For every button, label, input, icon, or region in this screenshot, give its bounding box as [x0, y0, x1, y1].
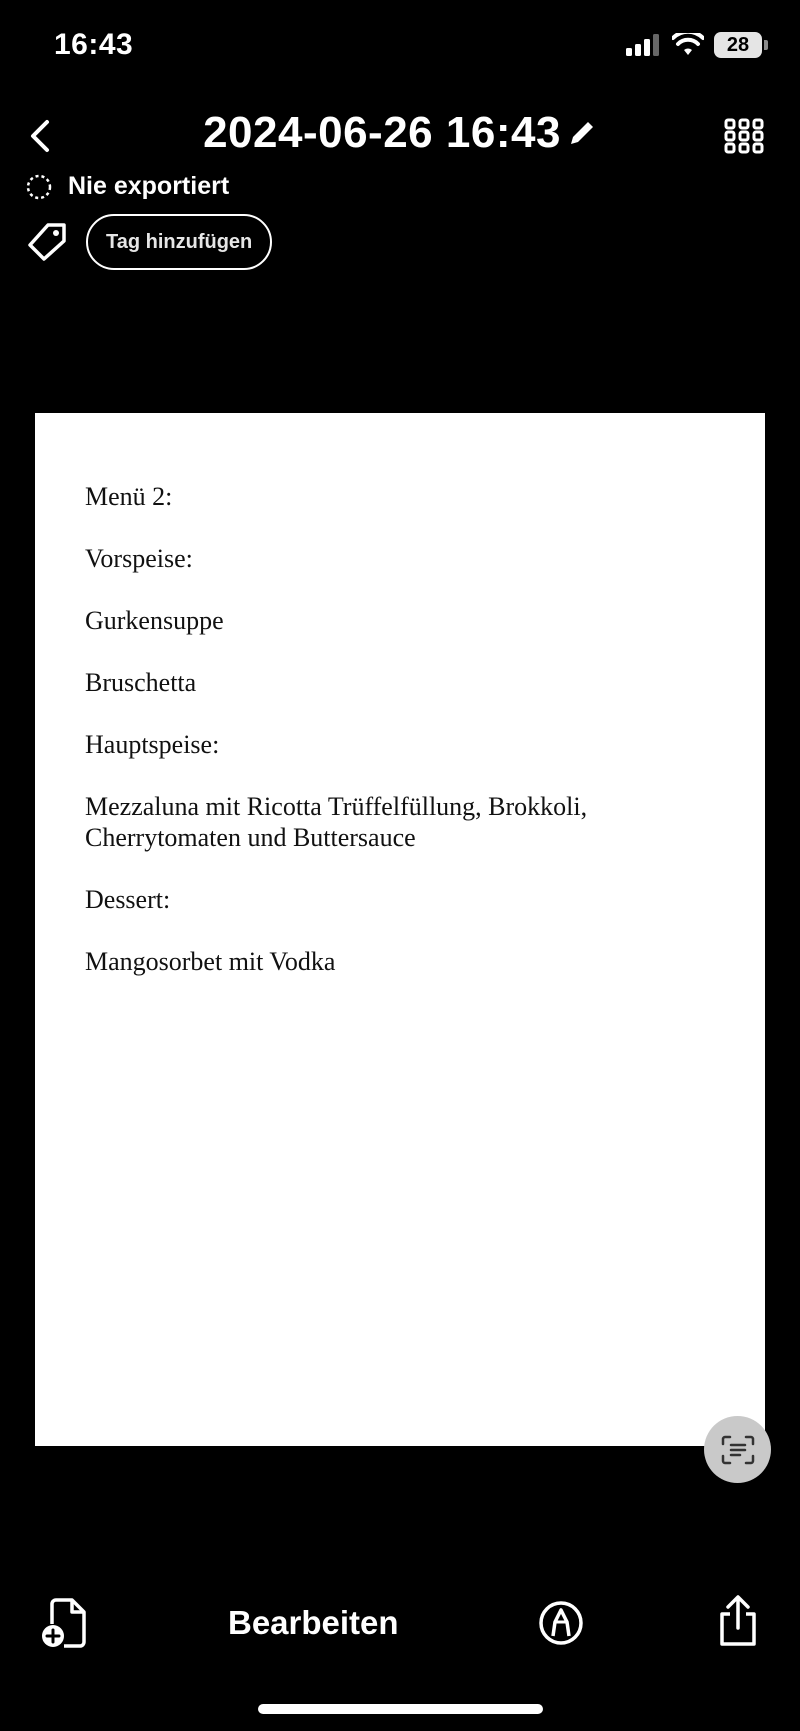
add-page-button[interactable] — [40, 1596, 90, 1650]
home-indicator[interactable] — [258, 1704, 543, 1714]
signal-icon — [626, 34, 662, 56]
edit-button[interactable]: Bearbeiten — [228, 1604, 399, 1641]
document-line: Vorspeise: — [85, 544, 193, 573]
battery-tip — [764, 40, 768, 50]
document-title[interactable]: 2024-06-26 16:43 — [203, 108, 561, 157]
document-line: Dessert: — [85, 885, 171, 914]
share-icon — [716, 1594, 760, 1648]
document-line: Gurkensuppe — [85, 606, 224, 635]
export-status-label: Nie exportiert — [68, 172, 230, 200]
grid-view-button[interactable] — [724, 118, 764, 154]
battery-level: 28 — [726, 33, 750, 56]
document-line: Bruschetta — [85, 668, 197, 697]
markup-button[interactable] — [538, 1600, 584, 1646]
document-line: Mangosorbet mit Vodka — [85, 947, 336, 976]
text-scan-icon — [721, 1435, 755, 1465]
pencil-icon[interactable] — [567, 118, 597, 148]
grid-icon — [724, 118, 764, 154]
status-time: 16:43 — [54, 28, 134, 61]
tag-row — [26, 214, 272, 270]
battery-icon — [714, 32, 762, 58]
document-line: Menü 2: — [85, 482, 173, 511]
share-button[interactable] — [716, 1594, 760, 1648]
markup-pen-icon — [538, 1600, 584, 1646]
document-line: Mezzaluna mit Ricotta Trüffelfüllung, Brokkoli, Cherrytomaten und Buttersauce — [85, 792, 588, 852]
document-text — [85, 481, 685, 1008]
add-page-icon — [40, 1596, 90, 1650]
status-icons — [626, 32, 768, 58]
document-line: Hauptspeise: — [85, 730, 220, 759]
dashed-circle-icon — [26, 174, 52, 200]
tag-icon[interactable] — [26, 221, 68, 263]
text-scan-button[interactable] — [704, 1416, 771, 1483]
export-status — [26, 172, 229, 201]
document-page[interactable] — [35, 413, 765, 1446]
add-tag-button[interactable]: Tag hinzufügen — [86, 214, 272, 270]
title-area[interactable] — [0, 108, 800, 158]
wifi-icon — [672, 33, 704, 57]
